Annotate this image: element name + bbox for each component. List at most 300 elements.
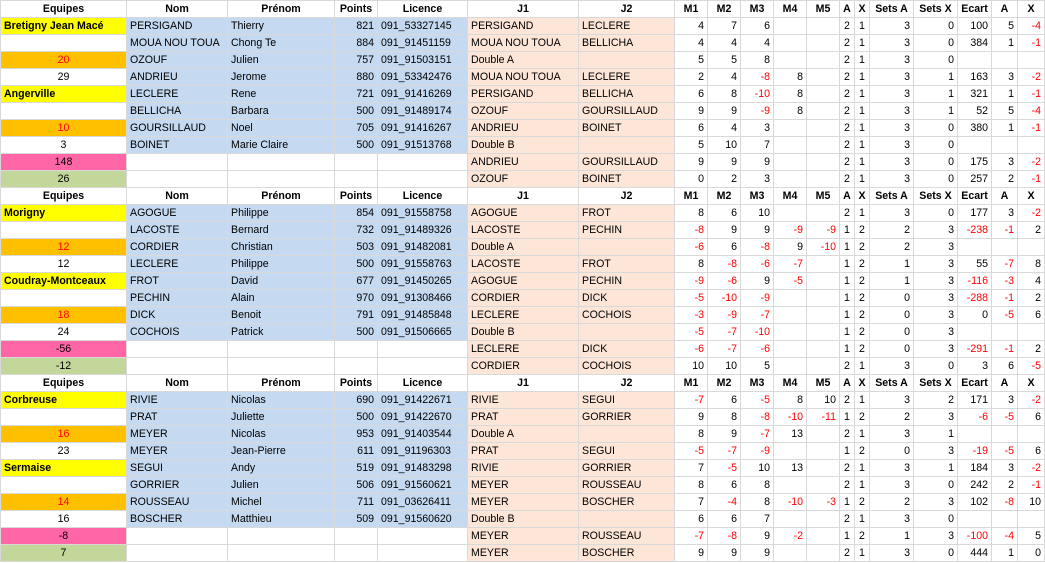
cell-j2: GORRIER bbox=[579, 409, 675, 426]
column-header-j1: J1 bbox=[468, 188, 579, 205]
cell-sets-x: 0 bbox=[914, 137, 958, 154]
cell-m4 bbox=[774, 341, 807, 358]
cell-j1: Double A bbox=[468, 52, 579, 69]
cell-result-a: 6 bbox=[992, 358, 1018, 375]
cell-sets-a: 3 bbox=[870, 392, 914, 409]
cell-x: 1 bbox=[855, 477, 870, 494]
cell-a: 1 bbox=[840, 256, 855, 273]
cell-result-x: -1 bbox=[1018, 86, 1045, 103]
cell-result-a bbox=[992, 426, 1018, 443]
cell-j2: BOSCHER bbox=[579, 545, 675, 562]
column-header-m3: M3 bbox=[741, 375, 774, 392]
cell-sets-x: 1 bbox=[914, 69, 958, 86]
cell-m5 bbox=[807, 426, 840, 443]
cell-x: 2 bbox=[855, 256, 870, 273]
table-row bbox=[1, 137, 1045, 154]
column-header-j2: J2 bbox=[579, 375, 675, 392]
cell-sets-x: 3 bbox=[914, 273, 958, 290]
cell-sets-x: 1 bbox=[914, 103, 958, 120]
cell-m2: 7 bbox=[708, 18, 741, 35]
cell-nom: DICK bbox=[127, 307, 228, 324]
cell-ecart: 171 bbox=[958, 392, 992, 409]
cell-result-a bbox=[992, 52, 1018, 69]
cell-a: 1 bbox=[840, 341, 855, 358]
cell-j2: ROUSSEAU bbox=[579, 528, 675, 545]
column-header-licence: Licence bbox=[378, 188, 468, 205]
cell-m1: 7 bbox=[675, 494, 708, 511]
cell-m3: -9 bbox=[741, 443, 774, 460]
cell-nom: FROT bbox=[127, 273, 228, 290]
cell-result-a bbox=[992, 324, 1018, 341]
cell-result-x: 2 bbox=[1018, 341, 1045, 358]
cell-m5 bbox=[807, 477, 840, 494]
cell-equipe: -56 bbox=[1, 341, 127, 358]
cell-equipe: 3 bbox=[1, 137, 127, 154]
cell-a: 2 bbox=[840, 205, 855, 222]
cell-equipe: 7 bbox=[1, 545, 127, 562]
cell-sets-a: 0 bbox=[870, 443, 914, 460]
cell-sets-a: 0 bbox=[870, 341, 914, 358]
column-header-sets-x: Sets X bbox=[914, 188, 958, 205]
cell-m4: 13 bbox=[774, 460, 807, 477]
table-row bbox=[1, 528, 1045, 545]
cell-result-x bbox=[1018, 511, 1045, 528]
cell-points: 500 bbox=[335, 409, 378, 426]
cell-sets-a: 3 bbox=[870, 86, 914, 103]
cell-prenom: Julien bbox=[228, 52, 335, 69]
cell-j1: RIVIE bbox=[468, 460, 579, 477]
cell-prenom: Barbara bbox=[228, 103, 335, 120]
cell-equipe: 18 bbox=[1, 307, 127, 324]
cell-m1: 7 bbox=[675, 460, 708, 477]
cell-j1: OZOUF bbox=[468, 103, 579, 120]
cell-sets-x: 3 bbox=[914, 324, 958, 341]
cell-sets-a: 3 bbox=[870, 18, 914, 35]
cell-m5 bbox=[807, 137, 840, 154]
column-header-x: X bbox=[855, 1, 870, 18]
table-row bbox=[1, 205, 1045, 222]
cell-m2: 6 bbox=[708, 477, 741, 494]
cell-sets-x: 1 bbox=[914, 426, 958, 443]
cell-ecart: -116 bbox=[958, 273, 992, 290]
cell-x: 2 bbox=[855, 324, 870, 341]
cell-prenom bbox=[228, 171, 335, 188]
cell-m3: -5 bbox=[741, 392, 774, 409]
cell-points: 854 bbox=[335, 205, 378, 222]
cell-sets-a: 3 bbox=[870, 52, 914, 69]
cell-licence: 091_91560621 bbox=[378, 477, 468, 494]
cell-nom bbox=[127, 545, 228, 562]
column-header-prenom: Prénom bbox=[228, 1, 335, 18]
cell-prenom: Alain bbox=[228, 290, 335, 307]
cell-j2: BELLICHA bbox=[579, 86, 675, 103]
cell-m5 bbox=[807, 35, 840, 52]
cell-m3: 5 bbox=[741, 358, 774, 375]
cell-licence: 091_91489174 bbox=[378, 103, 468, 120]
cell-a: 2 bbox=[840, 137, 855, 154]
cell-prenom: Patrick bbox=[228, 324, 335, 341]
cell-points: 500 bbox=[335, 103, 378, 120]
cell-nom: LACOSTE bbox=[127, 222, 228, 239]
cell-j2: BOSCHER bbox=[579, 494, 675, 511]
cell-m3: 3 bbox=[741, 120, 774, 137]
cell-result-a: -1 bbox=[992, 341, 1018, 358]
cell-m1: -5 bbox=[675, 443, 708, 460]
cell-x: 1 bbox=[855, 392, 870, 409]
cell-m5 bbox=[807, 69, 840, 86]
cell-j2: BOINET bbox=[579, 120, 675, 137]
cell-m3: -8 bbox=[741, 69, 774, 86]
cell-j2: PECHIN bbox=[579, 222, 675, 239]
cell-j1: LACOSTE bbox=[468, 256, 579, 273]
cell-j2: GOURSILLAUD bbox=[579, 103, 675, 120]
cell-x: 2 bbox=[855, 290, 870, 307]
cell-nom: MOUA NOU TOUA bbox=[127, 35, 228, 52]
cell-points: 880 bbox=[335, 69, 378, 86]
cell-result-x: -2 bbox=[1018, 154, 1045, 171]
cell-m5 bbox=[807, 460, 840, 477]
cell-m4: -10 bbox=[774, 494, 807, 511]
cell-m5 bbox=[807, 86, 840, 103]
cell-licence: 091_91506665 bbox=[378, 324, 468, 341]
cell-prenom bbox=[228, 528, 335, 545]
cell-result-x: -2 bbox=[1018, 392, 1045, 409]
cell-a: 1 bbox=[840, 290, 855, 307]
cell-j2: SEGUI bbox=[579, 443, 675, 460]
cell-sets-a: 2 bbox=[870, 409, 914, 426]
cell-result-a: -1 bbox=[992, 290, 1018, 307]
cell-j2: DICK bbox=[579, 341, 675, 358]
cell-ecart: -6 bbox=[958, 409, 992, 426]
cell-m2: 4 bbox=[708, 69, 741, 86]
cell-nom: MEYER bbox=[127, 426, 228, 443]
cell-equipe: 12 bbox=[1, 256, 127, 273]
cell-m1: -5 bbox=[675, 324, 708, 341]
cell-m5: -3 bbox=[807, 494, 840, 511]
cell-equipe bbox=[1, 290, 127, 307]
cell-m5 bbox=[807, 307, 840, 324]
cell-m4 bbox=[774, 358, 807, 375]
cell-result-x: 0 bbox=[1018, 545, 1045, 562]
cell-m4 bbox=[774, 307, 807, 324]
cell-sets-x: 3 bbox=[914, 409, 958, 426]
cell-a: 2 bbox=[840, 460, 855, 477]
cell-j2 bbox=[579, 511, 675, 528]
cell-j1: LECLERE bbox=[468, 341, 579, 358]
column-header-result-x: X bbox=[1018, 1, 1045, 18]
cell-a: 1 bbox=[840, 307, 855, 324]
column-header-m3: M3 bbox=[741, 1, 774, 18]
cell-x: 1 bbox=[855, 511, 870, 528]
cell-prenom bbox=[228, 358, 335, 375]
cell-nom bbox=[127, 171, 228, 188]
cell-m1: 6 bbox=[675, 511, 708, 528]
cell-ecart bbox=[958, 239, 992, 256]
cell-m4: 8 bbox=[774, 103, 807, 120]
cell-prenom: Philippe bbox=[228, 256, 335, 273]
cell-m1: -9 bbox=[675, 273, 708, 290]
cell-j2: BELLICHA bbox=[579, 35, 675, 52]
cell-ecart: 100 bbox=[958, 18, 992, 35]
table-row bbox=[1, 35, 1045, 52]
cell-j1: PRAT bbox=[468, 409, 579, 426]
cell-prenom: Nicolas bbox=[228, 392, 335, 409]
cell-equipe: 29 bbox=[1, 69, 127, 86]
table-row bbox=[1, 256, 1045, 273]
cell-j1: ANDRIEU bbox=[468, 120, 579, 137]
column-header-result-a: A bbox=[992, 375, 1018, 392]
cell-licence: 091_91560620 bbox=[378, 511, 468, 528]
column-header-m4: M4 bbox=[774, 375, 807, 392]
cell-m2: 6 bbox=[708, 392, 741, 409]
cell-points: 705 bbox=[335, 120, 378, 137]
cell-nom: MEYER bbox=[127, 443, 228, 460]
cell-m2: -8 bbox=[708, 528, 741, 545]
cell-m3: 8 bbox=[741, 52, 774, 69]
cell-points: 721 bbox=[335, 86, 378, 103]
cell-ecart: -19 bbox=[958, 443, 992, 460]
cell-ecart bbox=[958, 137, 992, 154]
column-header-sets-x: Sets X bbox=[914, 1, 958, 18]
cell-result-a: 3 bbox=[992, 69, 1018, 86]
table-row bbox=[1, 545, 1045, 562]
cell-m4 bbox=[774, 443, 807, 460]
cell-result-x: 4 bbox=[1018, 273, 1045, 290]
cell-m2: 4 bbox=[708, 120, 741, 137]
cell-equipe: Sermaise bbox=[1, 460, 127, 477]
cell-sets-x: 0 bbox=[914, 171, 958, 188]
cell-sets-a: 3 bbox=[870, 358, 914, 375]
cell-j2 bbox=[579, 52, 675, 69]
cell-m5: -10 bbox=[807, 239, 840, 256]
column-header-prenom: Prénom bbox=[228, 375, 335, 392]
cell-result-a: -1 bbox=[992, 222, 1018, 239]
cell-result-x: 2 bbox=[1018, 290, 1045, 307]
cell-result-a: 1 bbox=[992, 35, 1018, 52]
cell-result-a: -5 bbox=[992, 307, 1018, 324]
column-header-m5: M5 bbox=[807, 375, 840, 392]
cell-prenom: Nicolas bbox=[228, 426, 335, 443]
cell-equipe bbox=[1, 477, 127, 494]
cell-licence: 091_91482081 bbox=[378, 239, 468, 256]
cell-j2: GOURSILLAUD bbox=[579, 154, 675, 171]
cell-m5 bbox=[807, 205, 840, 222]
column-header-result-a: A bbox=[992, 188, 1018, 205]
column-header-a: A bbox=[840, 1, 855, 18]
cell-m3: 9 bbox=[741, 222, 774, 239]
column-header-points: Points bbox=[335, 375, 378, 392]
cell-sets-x: 0 bbox=[914, 511, 958, 528]
cell-sets-a: 3 bbox=[870, 171, 914, 188]
cell-a: 1 bbox=[840, 222, 855, 239]
cell-x: 2 bbox=[855, 341, 870, 358]
cell-j1: CORDIER bbox=[468, 290, 579, 307]
cell-a: 2 bbox=[840, 69, 855, 86]
cell-prenom: Michel bbox=[228, 494, 335, 511]
cell-nom bbox=[127, 154, 228, 171]
column-header-nom: Nom bbox=[127, 188, 228, 205]
cell-m4: -9 bbox=[774, 222, 807, 239]
cell-m1: 10 bbox=[675, 358, 708, 375]
cell-x: 1 bbox=[855, 35, 870, 52]
cell-m2: 6 bbox=[708, 205, 741, 222]
cell-licence: 091_91513768 bbox=[378, 137, 468, 154]
cell-m4 bbox=[774, 511, 807, 528]
cell-sets-a: 3 bbox=[870, 477, 914, 494]
cell-m3: 10 bbox=[741, 205, 774, 222]
cell-prenom: Matthieu bbox=[228, 511, 335, 528]
cell-m1: 8 bbox=[675, 477, 708, 494]
cell-sets-x: 0 bbox=[914, 52, 958, 69]
cell-result-x bbox=[1018, 324, 1045, 341]
table-row bbox=[1, 511, 1045, 528]
column-header-m5: M5 bbox=[807, 188, 840, 205]
column-header-j1: J1 bbox=[468, 1, 579, 18]
cell-prenom: Chong Te bbox=[228, 35, 335, 52]
cell-a: 2 bbox=[840, 86, 855, 103]
cell-result-a: 1 bbox=[992, 86, 1018, 103]
cell-result-x bbox=[1018, 426, 1045, 443]
cell-m5 bbox=[807, 103, 840, 120]
cell-j2 bbox=[579, 239, 675, 256]
cell-licence: 091_91503151 bbox=[378, 52, 468, 69]
cell-x: 1 bbox=[855, 52, 870, 69]
cell-m3: 4 bbox=[741, 35, 774, 52]
cell-m1: 2 bbox=[675, 69, 708, 86]
cell-m4 bbox=[774, 171, 807, 188]
cell-j1: MEYER bbox=[468, 528, 579, 545]
cell-sets-x: 0 bbox=[914, 154, 958, 171]
cell-m2: -9 bbox=[708, 307, 741, 324]
cell-ecart: 242 bbox=[958, 477, 992, 494]
cell-j2: LECLERE bbox=[579, 69, 675, 86]
cell-x: 2 bbox=[855, 443, 870, 460]
cell-j2: COCHOIS bbox=[579, 307, 675, 324]
cell-ecart: -291 bbox=[958, 341, 992, 358]
column-header-x: X bbox=[855, 188, 870, 205]
cell-licence: 091_53342476 bbox=[378, 69, 468, 86]
cell-sets-x: 0 bbox=[914, 205, 958, 222]
cell-m1: 0 bbox=[675, 171, 708, 188]
cell-licence bbox=[378, 154, 468, 171]
cell-licence: 091_91485848 bbox=[378, 307, 468, 324]
cell-m4: 8 bbox=[774, 69, 807, 86]
cell-m5 bbox=[807, 120, 840, 137]
cell-m1: 4 bbox=[675, 18, 708, 35]
cell-m5 bbox=[807, 443, 840, 460]
cell-m5 bbox=[807, 341, 840, 358]
cell-m2: 5 bbox=[708, 52, 741, 69]
cell-m1: -3 bbox=[675, 307, 708, 324]
cell-m5 bbox=[807, 154, 840, 171]
column-header-sets-a: Sets A bbox=[870, 1, 914, 18]
cell-j1: LACOSTE bbox=[468, 222, 579, 239]
column-header-prenom: Prénom bbox=[228, 188, 335, 205]
cell-ecart bbox=[958, 324, 992, 341]
cell-a: 2 bbox=[840, 426, 855, 443]
cell-points: 757 bbox=[335, 52, 378, 69]
cell-result-a: 3 bbox=[992, 392, 1018, 409]
column-header-j1: J1 bbox=[468, 375, 579, 392]
cell-ecart: 52 bbox=[958, 103, 992, 120]
cell-m5 bbox=[807, 528, 840, 545]
cell-x: 1 bbox=[855, 120, 870, 137]
cell-points bbox=[335, 528, 378, 545]
cell-equipe bbox=[1, 35, 127, 52]
cell-m3: 3 bbox=[741, 171, 774, 188]
cell-m5: -11 bbox=[807, 409, 840, 426]
cell-ecart: 177 bbox=[958, 205, 992, 222]
cell-result-a: -7 bbox=[992, 256, 1018, 273]
column-header-nom: Nom bbox=[127, 1, 228, 18]
cell-nom bbox=[127, 358, 228, 375]
cell-nom: LECLERE bbox=[127, 256, 228, 273]
cell-points: 677 bbox=[335, 273, 378, 290]
cell-m5: -9 bbox=[807, 222, 840, 239]
column-header-points: Points bbox=[335, 1, 378, 18]
cell-prenom: Rene bbox=[228, 86, 335, 103]
cell-equipe: Coudray-Montceaux bbox=[1, 273, 127, 290]
cell-m1: 8 bbox=[675, 205, 708, 222]
cell-result-x bbox=[1018, 239, 1045, 256]
cell-m3: -9 bbox=[741, 103, 774, 120]
cell-prenom bbox=[228, 545, 335, 562]
cell-x: 1 bbox=[855, 205, 870, 222]
cell-m3: -10 bbox=[741, 324, 774, 341]
cell-sets-x: 3 bbox=[914, 307, 958, 324]
cell-equipe bbox=[1, 222, 127, 239]
cell-licence: 091_91416267 bbox=[378, 120, 468, 137]
cell-m4: -5 bbox=[774, 273, 807, 290]
cell-j1: MOUA NOU TOUA bbox=[468, 35, 579, 52]
cell-a: 2 bbox=[840, 545, 855, 562]
cell-a: 1 bbox=[840, 273, 855, 290]
cell-m2: -7 bbox=[708, 324, 741, 341]
cell-m1: 5 bbox=[675, 52, 708, 69]
cell-points: 953 bbox=[335, 426, 378, 443]
cell-x: 1 bbox=[855, 426, 870, 443]
cell-ecart: -238 bbox=[958, 222, 992, 239]
cell-points: 690 bbox=[335, 392, 378, 409]
cell-nom: GOURSILLAUD bbox=[127, 120, 228, 137]
cell-m3: 10 bbox=[741, 460, 774, 477]
table-row bbox=[1, 18, 1045, 35]
cell-equipe bbox=[1, 409, 127, 426]
cell-j1: AGOGUE bbox=[468, 273, 579, 290]
cell-nom: CORDIER bbox=[127, 239, 228, 256]
cell-j2: FROT bbox=[579, 256, 675, 273]
cell-a: 2 bbox=[840, 511, 855, 528]
cell-licence bbox=[378, 171, 468, 188]
cell-m3: -7 bbox=[741, 307, 774, 324]
cell-m4 bbox=[774, 154, 807, 171]
cell-x: 2 bbox=[855, 273, 870, 290]
cell-sets-a: 3 bbox=[870, 511, 914, 528]
cell-m3: 7 bbox=[741, 511, 774, 528]
cell-j2: PECHIN bbox=[579, 273, 675, 290]
cell-m5 bbox=[807, 256, 840, 273]
table-row bbox=[1, 477, 1045, 494]
cell-m5 bbox=[807, 545, 840, 562]
cell-a: 1 bbox=[840, 443, 855, 460]
cell-m5 bbox=[807, 290, 840, 307]
cell-m5: 10 bbox=[807, 392, 840, 409]
table-row bbox=[1, 494, 1045, 511]
table-row bbox=[1, 290, 1045, 307]
table-row bbox=[1, 392, 1045, 409]
cell-result-a: -5 bbox=[992, 443, 1018, 460]
cell-m3: 9 bbox=[741, 154, 774, 171]
